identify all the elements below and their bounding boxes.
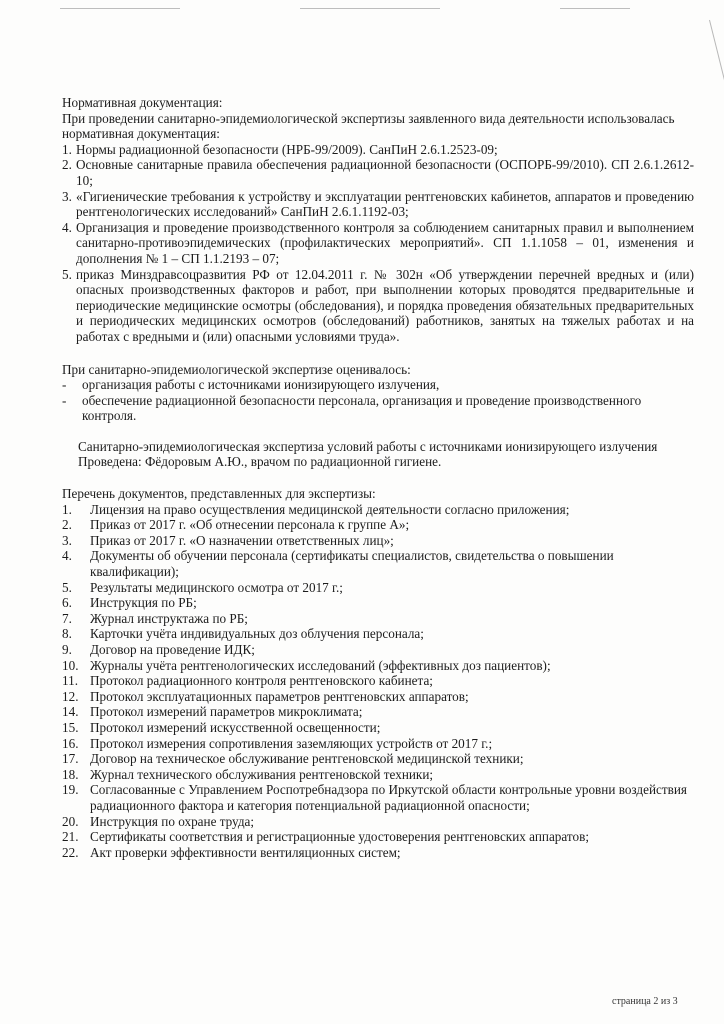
- list-item: [62, 736, 694, 752]
- item-text: Результаты медицинского осмотра от 2017 г.;: [90, 579, 343, 595]
- list-item: [62, 220, 694, 267]
- list-item: [62, 658, 694, 674]
- item-text: приказ Минздравсоцразвития РФ от 12.04.2011 г. № 302н «Об утверждении перечней вредных и (или) опасных производственных факторов и работ, при выполнении которых проводятся предварительные и периодические медицинские осмотры (обследования), и порядка проведения обязательных предварительных и периодических медицинских осмотров (обследований) работников, занятых на тяжелых работах и на работах с вредными и (или) опасными условиями труда».: [76, 266, 694, 344]
- item-text: Журнал инструктажа по РБ;: [90, 610, 248, 626]
- scan-artifact: [560, 8, 630, 9]
- list-item: [62, 142, 694, 158]
- expertise-conducted-by: Проведена: Фёдоровым А.Ю., врачом по радиационной гигиене.: [78, 454, 442, 470]
- item-text: Протокол измерений параметров микроклимата;: [90, 704, 363, 720]
- item-number: 20.: [62, 813, 79, 829]
- dash-marker: -: [62, 392, 67, 408]
- item-number: 1.: [62, 501, 72, 517]
- item-text: Приказ от 2017 г. «О назначении ответственных лиц»;: [90, 532, 394, 548]
- item-number: 22.: [62, 844, 79, 860]
- item-text: Договор на проведение ИДК;: [90, 642, 255, 657]
- item-number: 6.: [62, 595, 72, 611]
- list-item: [62, 845, 694, 861]
- list-item: [62, 502, 694, 518]
- item-number: 7.: [62, 610, 72, 626]
- item-text: Согласованные с Управлением Роспотребнадзора по Иркутской области контрольные уровни воздействия радиационного фактора и категория потенциальной радиационной опасности;: [90, 782, 687, 813]
- list-item: [62, 704, 694, 720]
- item-text: Основные санитарные правила обеспечения радиационной безопасности (ОСПОРБ-99/2010). СП 2.6.1.2612-10;: [76, 157, 694, 188]
- item-text: Журналы учёта рентгенологических исследований (эффективных доз пациентов);: [90, 657, 551, 673]
- list-item: [62, 533, 694, 549]
- normative-list: [62, 142, 694, 345]
- list-item: [62, 673, 694, 689]
- list-item: [62, 189, 694, 220]
- item-number: 18.: [62, 766, 79, 782]
- list-item: [62, 751, 694, 767]
- item-number: 9.: [62, 642, 72, 657]
- item-number: 3.: [62, 188, 72, 204]
- list-item: [62, 548, 694, 579]
- list-item: [62, 782, 694, 813]
- item-text: организация работы с источниками ионизирующего излучения,: [82, 377, 440, 393]
- item-number: 3.: [62, 532, 72, 548]
- item-text: Инструкция по охране труда;: [90, 813, 255, 829]
- assessed-list: [62, 377, 694, 424]
- document-body: [62, 95, 694, 860]
- item-text: Протокол измерения сопротивления заземляющих устройств от 2017 г.;: [90, 735, 493, 751]
- list-item: [62, 720, 694, 736]
- item-number: 16.: [62, 735, 79, 751]
- scan-artifact: [300, 8, 440, 9]
- item-text: Сертификаты соответствия и регистрационные удостоверения рентгеновских аппаратов;: [90, 829, 589, 845]
- list-item: [62, 267, 694, 345]
- item-text: Лицензия на право осуществления медицинской деятельности согласно приложения;: [90, 501, 570, 517]
- documents-intro: Перечень документов, представленных для экспертизы:: [62, 486, 376, 502]
- item-number: 14.: [62, 704, 79, 720]
- list-item: [62, 157, 694, 188]
- list-item: [62, 517, 694, 533]
- item-text: Приказ от 2017 г. «Об отнесении персонала к группе А»;: [90, 517, 410, 533]
- item-number: 8.: [62, 626, 72, 642]
- list-item: [62, 767, 694, 783]
- list-item: [62, 595, 694, 611]
- item-number: 17.: [62, 751, 79, 767]
- list-item: [62, 377, 694, 393]
- list-item: [62, 642, 694, 658]
- item-text: Протокол измерений искусственной освещенности;: [90, 719, 381, 735]
- scan-artifact: [60, 8, 180, 9]
- list-item: [62, 393, 694, 424]
- item-number: 5.: [62, 579, 72, 595]
- item-text: Договор на техническое обслуживание рентгеновской медицинской техники;: [90, 751, 524, 767]
- list-item: [62, 611, 694, 627]
- item-text: Акт проверки эффективности вентиляционных систем;: [90, 844, 401, 860]
- list-item: [62, 626, 694, 642]
- normative-intro: При проведении санитарно-эпидемиологической экспертизы заявленного вида деятельности использовалась нормативная документация:: [62, 110, 675, 142]
- item-number: 11.: [62, 673, 78, 689]
- item-text: Нормы радиационной безопасности (НРБ-99/2009). СанПиН 2.6.1.2523-09;: [76, 141, 498, 157]
- item-number: 19.: [62, 782, 79, 798]
- item-number: 21.: [62, 829, 79, 845]
- item-text: Организация и проведение производственного контроля за соблюдением санитарных правил и выполнением санитарно-противоэпидемических (профилактических мероприятий». СП 1.1.1058 – 01, изменения и дополнения № 1 – СП 1.1.2193 – 07;: [76, 219, 694, 266]
- item-number: 15.: [62, 719, 79, 735]
- item-number: 2.: [62, 517, 72, 533]
- item-number: 4.: [62, 548, 72, 564]
- list-item: [62, 814, 694, 830]
- page-number: страница 2 из 3: [612, 996, 678, 1007]
- item-text: Протокол радиационного контроля рентгеновского кабинета;: [90, 673, 433, 689]
- normative-heading: Нормативная документация:: [62, 95, 223, 110]
- item-text: «Гигиенические требования к устройству и эксплуатации рентгеновских кабинетов, аппаратов и проведению рентгенологических исследований» СанПиН 2.6.1.1192-03;: [76, 188, 694, 220]
- item-number: 2.: [62, 157, 72, 173]
- expertise-title: Санитарно-эпидемиологическая экспертиза условий работы с источниками ионизирующего излучения: [78, 438, 658, 454]
- item-number: 12.: [62, 688, 79, 704]
- assessed-intro: При санитарно-эпидемиологической экспертизе оценивалось:: [62, 361, 411, 377]
- item-number: 4.: [62, 219, 72, 235]
- list-item: [62, 689, 694, 705]
- list-item: [62, 829, 694, 845]
- item-number: 1.: [62, 141, 72, 157]
- item-number: 10.: [62, 657, 79, 673]
- item-text: Протокол эксплуатационных параметров рентгеновских аппаратов;: [90, 688, 469, 704]
- item-text: Инструкция по РБ;: [90, 595, 197, 611]
- documents-list: [62, 502, 694, 861]
- scan-edge-artifact: [709, 20, 724, 108]
- item-text: Карточки учёта индивидуальных доз облучения персонала;: [90, 626, 424, 642]
- item-text: Журнал технического обслуживания рентгеновской техники;: [90, 766, 434, 782]
- item-number: 5.: [62, 266, 72, 282]
- list-item: [62, 580, 694, 596]
- dash-marker: -: [62, 377, 67, 393]
- item-text: Документы об обучении персонала (сертификаты специалистов, свидетельства о повышении квалификации);: [90, 548, 614, 580]
- item-text: обеспечение радиационной безопасности персонала, организация и проведение производственного контроля.: [82, 392, 642, 424]
